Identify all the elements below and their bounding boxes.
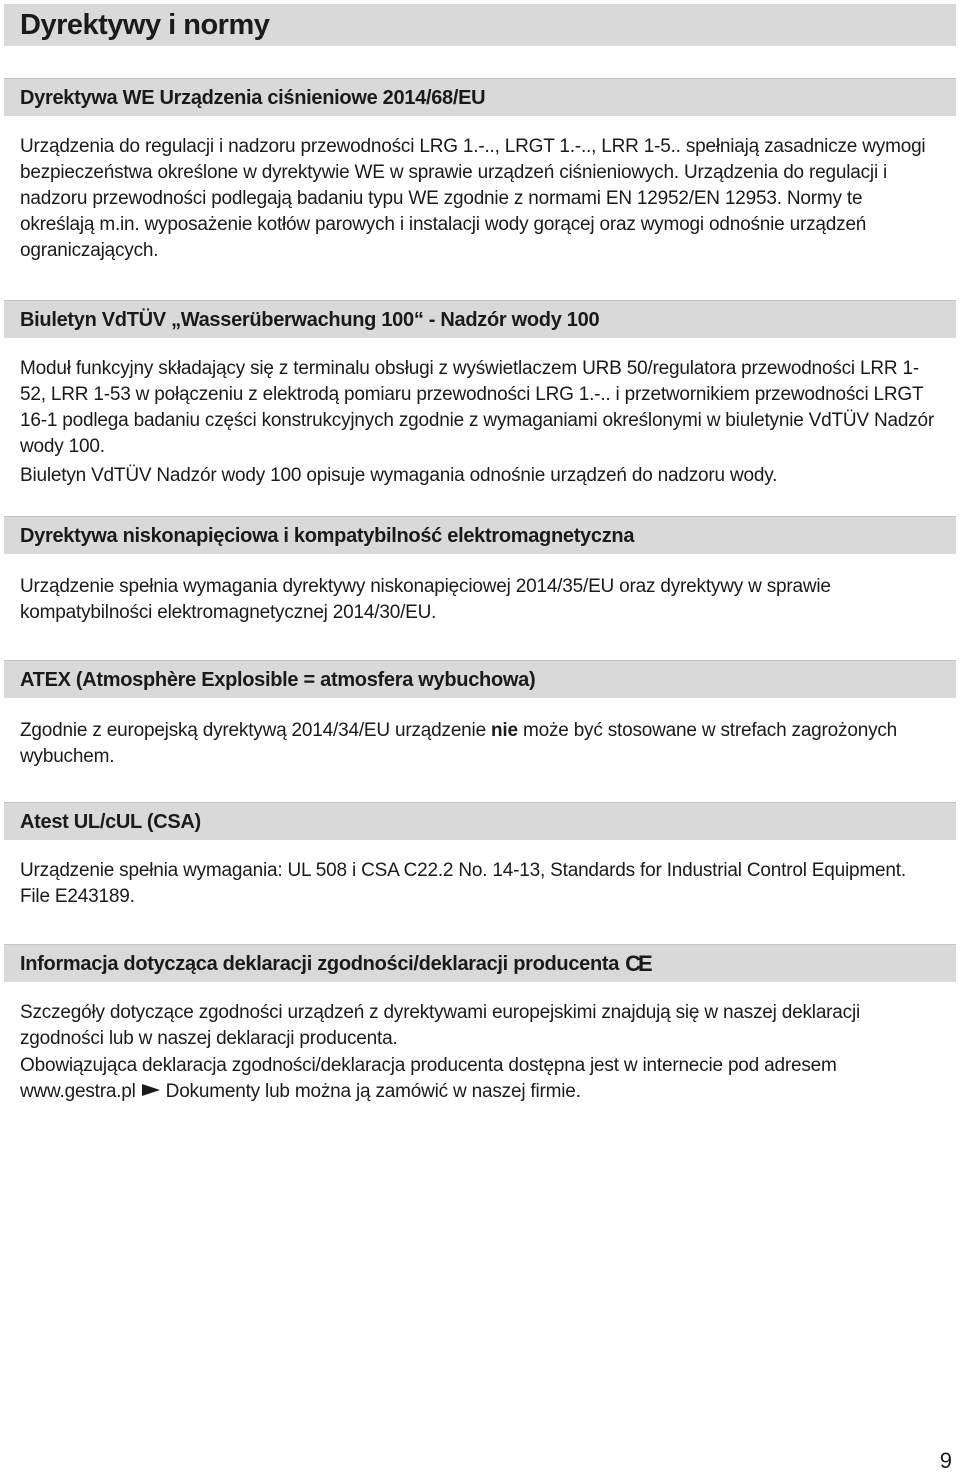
ce-mark-icon: CE <box>625 951 650 976</box>
atex-text-bold: nie <box>491 720 518 741</box>
section-paragraph: Urządzenia do regulacji i nadzoru przewodności LRG 1.-.., LRGT 1.-.., LRR 1-5.. spełniają zasadnicze wymogi bezpieczeństwa określone w dyrektywie WE w sprawie urządzeń ciśnieniowych. Urządzenia do regulacji i nadzoru przewodności podlegają badaniu typu WE zgodnie z normami EN 12952/EN 12953. Normy te określają m.in. wyposażenie kotłów parowych i instalacji wody gorącej oraz wymogi odnośnie urządzeń ograniczających. <box>20 136 926 261</box>
section-title: Dyrektywa WE Urządzenia ciśnieniowe 2014/68/EU <box>20 87 486 109</box>
section-header-declaration <box>4 944 956 982</box>
section-header-pressure-equipment <box>4 78 956 116</box>
atex-text-after: może być stosowane w strefach zagrożonych wybuchem. <box>20 720 898 767</box>
section-title: Atest UL/cUL (CSA) <box>20 811 201 833</box>
section-paragraph: Urządzenie spełnia wymagania: UL 508 i CSA C22.2 No. 14-13, Standards for Industrial Control Equipment. File E243189. <box>20 860 906 907</box>
section-paragraph-link <box>20 1053 940 1105</box>
page-title: Dyrektywy i normy <box>20 9 270 41</box>
section-title-text: Informacja dotycząca deklaracji zgodności/deklaracji producenta <box>20 953 620 975</box>
page-header <box>4 4 956 46</box>
section-header-low-voltage-emc <box>4 516 956 554</box>
section-title <box>20 945 650 983</box>
section-paragraph-atex <box>20 718 940 770</box>
section-title: Dyrektywa niskonapięciowa i kompatybilność elektromagnetyczna <box>20 525 635 547</box>
section-header-atex <box>4 660 956 698</box>
section-paragraph: Urządzenie spełnia wymagania dyrektywy niskonapięciowej 2014/35/EU oraz dyrektywy w sprawie kompatybilności elektromagnetycznej 2014/30/EU. <box>20 576 831 623</box>
section-paragraph: Szczegóły dotyczące zgodności urządzeń z dyrektywami europejskimi znajdują się w naszej deklaracji zgodności lub w naszej deklaracji producenta. <box>20 1002 861 1049</box>
section-paragraph: Biuletyn VdTÜV Nadzór wody 100 opisuje wymagania odnośnie urządzeń do nadzoru wody. <box>20 465 778 486</box>
page-number: 9 <box>939 1448 952 1473</box>
atex-text-before: Zgodnie z europejską dyrektywą 2014/34/EU urządzenie <box>20 720 492 741</box>
arrow-right-icon <box>142 1084 160 1096</box>
section-title: Biuletyn VdTÜV „Wasserüberwachung 100“ - Nadzór wody 100 <box>20 309 600 331</box>
section-header-vdtuv <box>4 300 956 338</box>
declaration-text-before: Obowiązująca deklaracja zgodności/deklaracja producenta dostępna jest w internecie pod adresem www.gestra.pl <box>20 1055 837 1102</box>
section-title: ATEX (Atmosphère Explosible = atmosfera wybuchowa) <box>20 669 536 691</box>
declaration-text-after: Dokumenty lub można ją zamówić w naszej firmie. <box>165 1081 581 1102</box>
section-paragraph: Moduł funkcyjny składający się z terminalu obsługi z wyświetlaczem URB 50/regulatora przewodności LRR 1-52, LRR 1-53 w połączeniu z elektrodą pomiaru przewodności LRG 1.-.. i przetwornikiem przewodności LRGT 16-1 podlega badaniu części konstrukcyjnych zgodnie z wymaganiami określonymi w biuletynie VdTÜV Nadzór wody 100. <box>20 358 935 457</box>
section-header-ul-cul <box>4 802 956 840</box>
